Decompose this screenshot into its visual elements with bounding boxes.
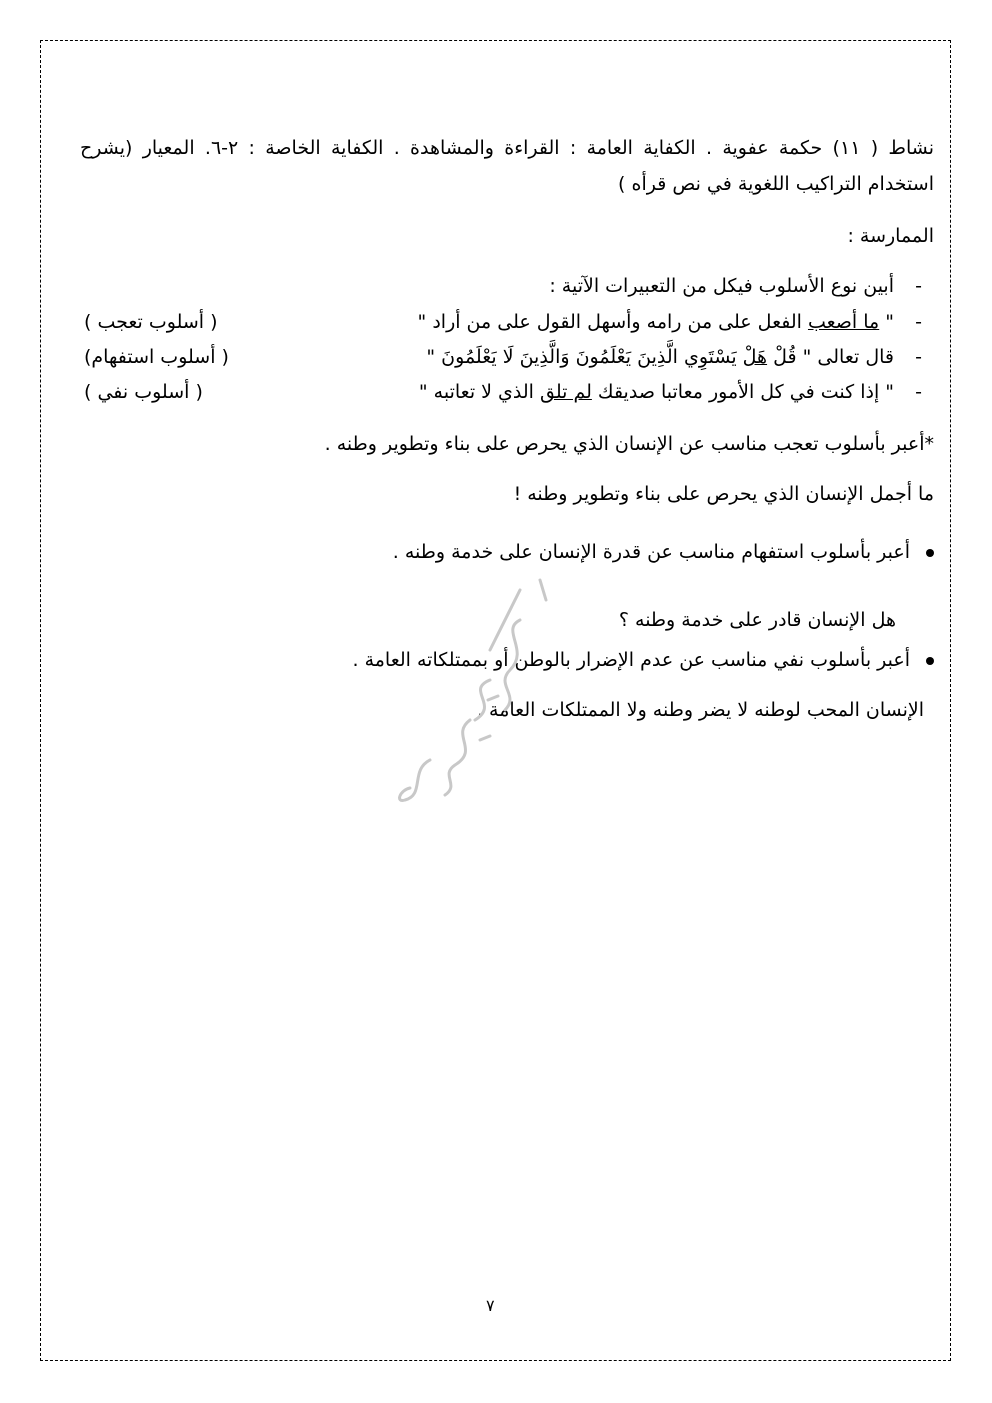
expression-text: " إذا كنت في كل الأمور معاتبا صديقك لم تلق الذي لا تعاتبه ": [418, 381, 894, 403]
activity-title-line2: استخدام التراكيب اللغوية في نص قرأه ): [618, 173, 934, 195]
style-answer: ( أسلوب استفهام): [84, 346, 229, 368]
exercise-item: [70, 343, 934, 371]
bullet-icon: [926, 549, 934, 557]
dash-marker: -: [915, 381, 922, 403]
dash-marker: -: [915, 346, 922, 368]
exercise-item: [70, 308, 934, 336]
expression-text: قال تعالى " قُلْ هَلْ يَسْتَوِي الَّذِينَ يَعْلَمُونَ وَالَّذِينَ لَا يَعْلَمُونَ ": [426, 346, 894, 368]
expression-text: " ما أصعب الفعل على من رامه وأسهل القول على من أراد ": [417, 311, 894, 333]
underlined-word: لم تلق: [539, 381, 592, 403]
instruction-text: أبين نوع الأسلوب فيكل من التعبيرات الآتية :: [549, 275, 894, 297]
answer-interrogative: هل الإنسان قادر على خدمة وطنه ؟: [618, 609, 896, 631]
question-exclamation: *أعبر بأسلوب تعجب مناسب عن الإنسان الذي يحرص على بناء وتطوير وطنه .: [324, 433, 934, 455]
dash-marker: -: [915, 275, 922, 297]
dash-marker: -: [915, 311, 922, 333]
style-answer: ( أسلوب نفي ): [84, 381, 203, 403]
bullet-icon: [926, 657, 934, 665]
exercise-instruction: [70, 272, 934, 300]
underlined-word: ما أصعب: [807, 311, 880, 333]
activity-title-line1: نشاط ( ١١) حكمة عفوية . الكفاية العامة : القراءة والمشاهدة . الكفاية الخاصة : ٢-٦. المعيار (يشرح: [80, 137, 935, 159]
answer-negation: الإنسان المحب لوطنه لا يضر وطنه ولا الممتلكات العامة .: [476, 699, 924, 721]
handwritten-watermark: [370, 560, 590, 820]
answer-exclamation: ما أجمل الإنسان الذي يحرص على بناء وتطوير وطنه !: [513, 483, 934, 505]
page-number: ٧: [486, 1296, 495, 1315]
question-interrogative: أعبر بأسلوب استفهام مناسب عن قدرة الإنسان على خدمة وطنه .: [393, 538, 934, 566]
question-negation: أعبر بأسلوب نفي مناسب عن عدم الإضرار بالوطن أو بممتلكاته العامة .: [352, 646, 934, 674]
underlined-word: هَلْ: [742, 346, 768, 368]
style-answer: ( أسلوب تعجب ): [84, 311, 218, 333]
exercise-item: [70, 378, 934, 406]
practice-label: الممارسة :: [847, 225, 934, 247]
